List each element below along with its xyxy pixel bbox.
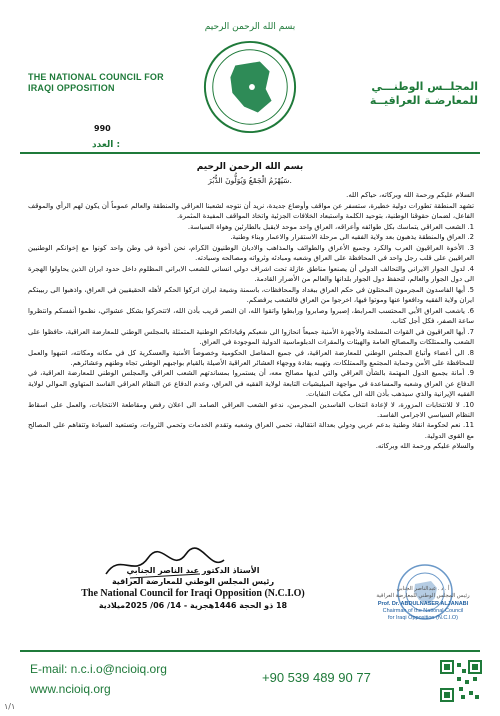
- arabic-org-line1: المجلــس الوطنـــي: [371, 80, 478, 93]
- letter-basmala: بسم الله الرحمن الرحيم: [196, 162, 304, 172]
- paragraph: والسلام عليكم ورحمة الله وبركاته.: [375, 442, 474, 451]
- footer-website[interactable]: www.ncioiq.org: [30, 682, 111, 696]
- stamp-caption-line5: for Iraqi Opposition (N.C.I.O): [388, 615, 458, 621]
- english-org-name: [28, 72, 198, 94]
- letter-date: 18 ذو الحجة 1446هجرية - 14/ 06/ 2025ميلادية: [98, 601, 288, 610]
- english-org-line1: THE NATIONAL COUNCIL FOR: [28, 72, 164, 82]
- reference-number: 990: [94, 124, 111, 133]
- english-org-line2: IRAQI OPPOSITION: [28, 83, 115, 93]
- stamp-caption-line1: أ . د . عبدالناصر الجنابي: [396, 586, 450, 592]
- stamp-caption: [360, 586, 486, 621]
- reference-label: العدد :: [92, 140, 121, 150]
- paragraph: 6. ياشعب العراق الأبي المحتسب المرابط، إصبروا وصابروا ورابطوا واتقوا الله، ان النصر قريب بأذن الله، لاتتحركوا بشكل عشوائي، نظموا أنفسكم وانتظروا ساعة الصفر، فكل أجل كتاب.: [28, 306, 474, 325]
- footer-divider: [20, 650, 480, 652]
- signer-name: الأستاذ الدكتور عبد الناصر الجنابي: [126, 566, 260, 575]
- paragraph: 7. أيها العراقيون في القوات المسلحة والأجهزة الأمنية جميعاً انحازوا الى شعبكم وقياداتكم الوطنية المتمثلة بالمجلس الوطني للمعارضة العراقية، حافظوا على الشعب والممتلكات والمصالح العامة والهيئات والمقرات الدبلوماسية الدولية الموجودة في العراق.: [28, 327, 474, 346]
- footer-email[interactable]: E-mail: n.c.i.o@ncioiq.org: [30, 662, 167, 676]
- org-english: The National Council for Iraqi Opposition (N.C.I.O): [81, 588, 305, 599]
- qr-code-icon: [440, 660, 482, 702]
- ncioiq-logo: [201, 38, 299, 136]
- arabic-org-line2: للمعارضـة العراقيــة: [369, 94, 478, 107]
- paragraph: 8. الى أعضاء وأتباع المجلس الوطني للمعارضة العراقية، في جميع المفاصل الحكومية وخصوصاً الأمنية والعسكرية كل في مكانه ومكانته، انتبهوا والعمل للمحافظة على الأمن وحماية المجتمع والممتلكات، وتهيبه بقادة ووجهاء العشائر العراقية الأصيلة بالقيام بواجبهم الوطني تجاه وطنهم وعشائرهم.: [28, 348, 474, 367]
- paragraph: 4. لدول الجوار الايراني والتحالف الدولي أن يصنعوا مناطق عازلة تحت اشراف دولي انساني للشعب الايراني المظلوم داخل حدود ايران الذين يحاولوا الهجرة الى دول الجوار والعالم، لتحفظ دول الجوار بلدانها والعالم من الأضرار القادمة.: [28, 264, 474, 284]
- stamp-caption-line3: Prof. Dr. ABDULNASER ALJANABI: [377, 601, 469, 607]
- letter-body: [28, 190, 474, 452]
- paragraph: تشهد المنطقة تطورات دولية خطيرة، ستسفر عن مواقف وأوضاع جديدة، نريد أن نتوجه لشعبنا العراقي والمنطقة والعالم عموماً أن يكون لهم الرأي والموقف الفاعل، لضمان حقوقنا الوطنية، بتوحيد الكلمة واستبعاد الخلافات الجزئية واتخاذ المواقف المفيدة المثمرة.: [28, 201, 474, 220]
- stamp-caption-line4: Chairman of the National Council: [382, 608, 464, 614]
- signer-title: رئيس المجلس الوطني للمعارضة العراقية: [111, 577, 275, 586]
- letter-verse: سَيُهْزَمُ الْجَمْعُ وَيُوَلُّونَ الدُّبُرَ.: [208, 176, 292, 185]
- paragraph: 3. الأخوة العراقيون العرب والكرد وجميع الأعراق والطوائف والمذاهب والاديان الوطنيون الكرام، نحن أخوة في وطن واحد كونوا مع إخوانكم الوطنيين العراقيين على قلب رجل واحد في المحافظة على العراق وشعبه ومبادئه وثرواته ومصالحه وسيادته.: [28, 244, 474, 263]
- top-basmala: بسم الله الرحمن الرحيم: [204, 22, 296, 32]
- paragraph: 2. العراق والمنطقة يذهبون بعد ولاية الفقيه الى مرحلة الاستقرار والاعمار وبناء وطنية.: [230, 233, 474, 242]
- paragraph: 1. الشعب العراقي يتماسك بكل طوائفه وأعراقه، العراق واحد موحد لايقبل بالطارئين وهواة السياسة.: [187, 222, 474, 231]
- footer-phone[interactable]: +90 539 489 90 77: [262, 670, 371, 685]
- page-mark: ١/١: [4, 702, 16, 711]
- paragraph: 5. أيها الفاسدون المجرمون المحتلون في حكم العراق ببغداد والمحافظات، باسمنة وشيعة ايران اتركوا الحكم لأهله الحقيقيين في العراق، واذهبوا الى ربيبتكم ايران ولاية الفقيه ودافعوا عنها وموتوا فيها، اخرجوا من العراق فالشعب يرفضكم.: [28, 285, 474, 305]
- stamp-caption-line2: رئيس المجلس الوطني للمعارضة العراقية: [376, 593, 470, 599]
- header-divider: [20, 152, 480, 154]
- paragraph: 11. نعم لحكومة انقاذ وطنية بدعم عربي ودولي بعدالة انتقالية، تحمي العراق وشعبه وتقدم الخدمات وتحمي الثروات، وتستعيد السيادة وتتفاهم على المصالح مع القوى الدولية.: [28, 421, 474, 440]
- signature-block: [28, 566, 358, 610]
- arabic-org-name: [338, 80, 478, 108]
- paragraph: 10. لا للانتخابات المزورة، لا لإعادة انتخاب الفاسدين المجرمين، ندعو الشعب العراقي الصامد الى اعلان رفض ومقاطعة الانتخابات، والعمل على اسقاط النظام السياسي الاجرامي الفاسد.: [28, 400, 474, 419]
- paragraph: السلام عليكم ورحمة الله وبركاته، حياكم الله.: [346, 191, 474, 199]
- paragraph: 9. أمانة بجميع الدول المهتمة بالشأن العراقي والتي لديها مصالح معه، أن يستمروا بمساندتهم الشعب العراقي والمجلس الوطني للمعارضة العراقية، في الدفاع عن العراق وشعبه والمساعدة في مواجهة الميليشيات التابعة لولاية الفقيه في العراق، وعدم الدفاع عن النظام العراقي الفاسد المتهاوي الموالي لولاية الفقيه الإيرانية والذي سيذهب بأذن الله الى مكبات النفايات.: [28, 369, 474, 398]
